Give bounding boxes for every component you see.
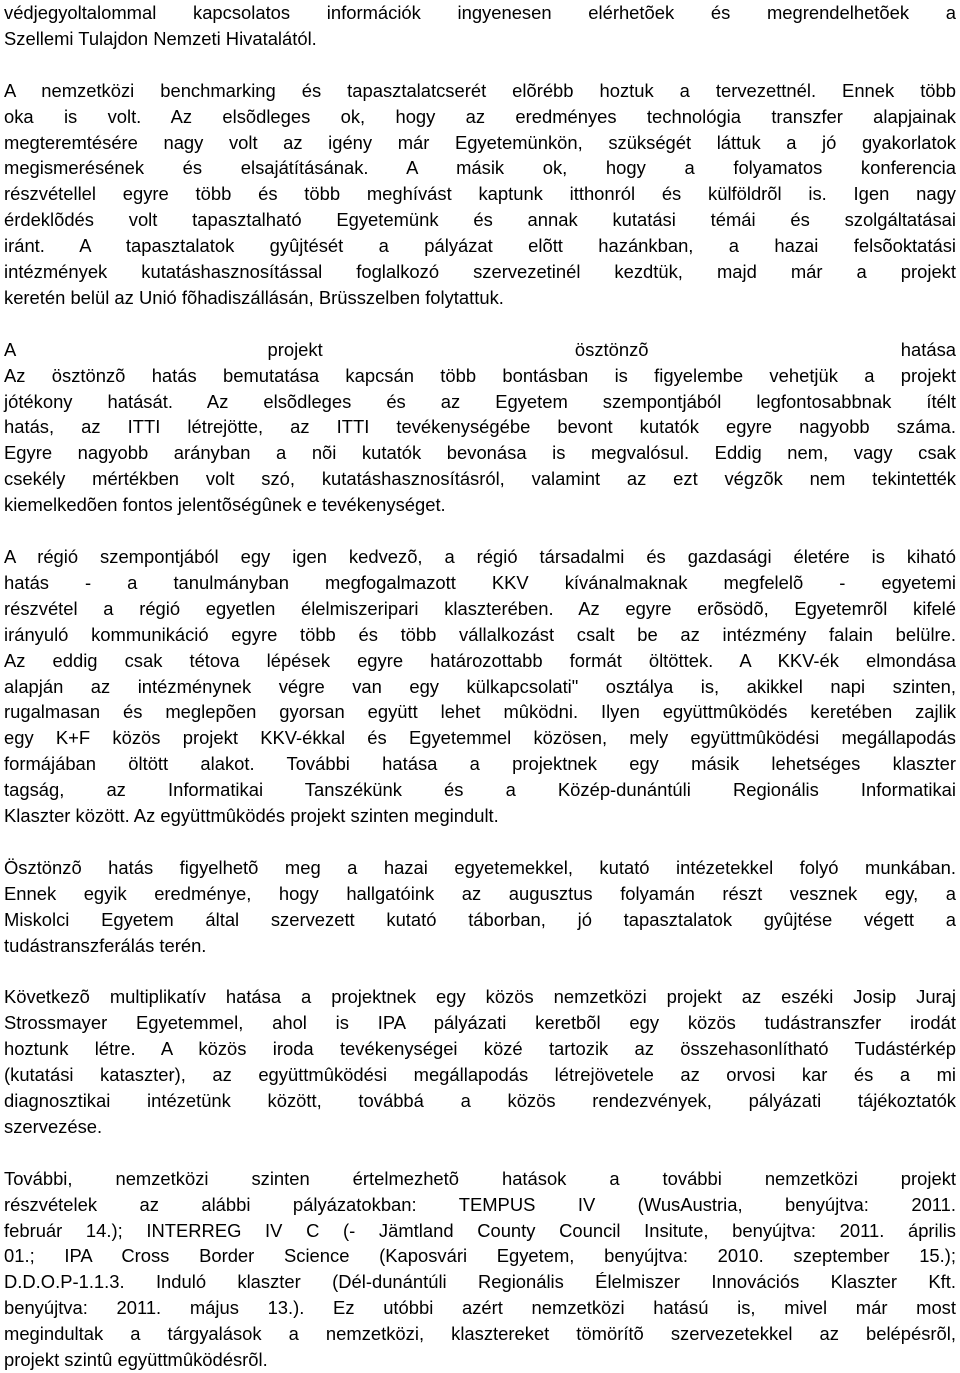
text-line: formájában öltött alakot. További hatása a projektnek egy másik lehetséges klaszter <box>4 753 956 775</box>
text-line: megismerésének és elsajátításának. A másik ok, hogy a folyamatos konferencia <box>4 157 956 179</box>
text-line: megindultak a tárgyalások a nemzetközi, klasztereket tömörítõ szervezetekkel az belépésrõl, <box>4 1323 956 1345</box>
paragraph <box>4 0 956 52</box>
text-line: 01.; IPA Cross Border Science (Kaposvári Egyetem, benyújtva: 2010. szeptember 15.); <box>4 1245 956 1267</box>
text-line: Klaszter között. Az együttmûködés projekt szinten megindult. <box>4 805 499 827</box>
text-line: február 14.); INTERREG IV C (- Jämtland County Council Insitute, benyújtva: 2011. április <box>4 1219 956 1241</box>
paragraph <box>4 1166 956 1373</box>
text-line: kiemelkedõen fontos jelentõségûnek e tevékenységet. <box>4 494 446 516</box>
text-line: Ennek egyik eredménye, hogy hallgatóink az augusztus folyamán részt vesznek egy, a <box>4 882 956 904</box>
text-line: csekély mértékben volt szó, kutatáshasznosításról, valamint az ezt végzõk nem tekintették <box>4 468 956 490</box>
text-line: Egyre nagyobb arányban a nõi kutatók bevonása is megvalósul. Eddig nem, vagy csak <box>4 442 956 464</box>
text-line: Az eddig csak tétova lépések egyre határozottabb formát öltöttek. A KKV-ék elmondása <box>4 649 956 671</box>
text-line: iránt. A tapasztalatok gyûjtését a pályázat elõtt hazánkban, a hazai felsõoktatási <box>4 235 956 257</box>
text-line: A régió szempontjából egy igen kedvezõ, a régió társadalmi és gazdasági életére is kiható <box>4 545 956 567</box>
paragraph <box>4 337 956 518</box>
text-line: részvétel a régió egyetlen élelmiszeripari klaszterében. Az egyre erõsödõ, Egyetemrõl kifelé <box>4 597 956 619</box>
text-line: részvétellel egyre több és több meghívást kaptunk itthonról és külföldrõl is. Igen nagy <box>4 183 956 205</box>
text-line: Strossmayer Egyetemmel, ahol is IPA pályázati keretbõl egy közös tudástranszfer irodát <box>4 1012 956 1034</box>
text-line: hoztunk létre. A közös iroda tevékenységei közé tartozik az összehasonlítható Tudástérkép <box>4 1038 956 1060</box>
text-line: Következõ multiplikatív hatása a projektnek egy közös nemzetközi projekt az eszéki Josip Juraj <box>4 986 956 1008</box>
text-line: tudástranszferálás terén. <box>4 934 207 956</box>
text-line: alapján az intézménynek végre van egy külkapcsolati" osztálya is, akikkel napi szinten, <box>4 675 956 697</box>
text-line: részvételek az alábbi pályázatokban: TEMPUS IV (WusAustria, benyújtva: 2011. <box>4 1193 956 1215</box>
text-line: szervezése. <box>4 1115 103 1137</box>
text-line: hatás - a tanulmányban megfogalmazott KKV kívánalmaknak megfelelõ - egyetemi <box>4 571 956 593</box>
text-line: A projekt ösztönzõ hatása <box>4 338 956 360</box>
text-line: benyújtva: 2011. május 13.). Ez utóbbi azért nemzetközi hatású is, mivel már most <box>4 1297 956 1319</box>
paragraph <box>4 984 956 1139</box>
text-line: védjegyoltalommal kapcsolatos információk ingyenesen elérhetõek és megrendelhetõek a <box>4 2 956 23</box>
paragraph <box>4 855 956 959</box>
text-line: projekt szintû együttmûködésrõl. <box>4 1349 268 1371</box>
text-line: D.D.O.P-1.1.3. Induló klaszter (Dél-dunántúli Regionális Élelmiszer Innovációs Klaszter Kft. <box>4 1271 956 1293</box>
text-line: További, nemzetközi szinten értelmezhetõ hatások a további nemzetközi projekt <box>4 1167 956 1189</box>
text-line: megteremtésére nagy volt az igény már Egyetemünkön, szükségét láttuk a jó gyakorlatok <box>4 131 956 153</box>
text-line: irányuló kommunikáció egyre több és több vállalkozást csalt be az intézmény falain belülre. <box>4 623 956 645</box>
text-line: érdeklõdés volt tapasztalható Egyetemünk és annak kutatási témái és szolgáltatásai <box>4 209 956 231</box>
paragraph <box>4 78 956 311</box>
text-line: oka is volt. Az elsõdleges ok, hogy az eredményes technológia transzfer alapjainak <box>4 105 956 127</box>
paragraph <box>4 544 956 829</box>
text-line: hatás, az ITTI létrejötte, az ITTI tevékenységébe bevont kutatók egyre nagyobb száma. <box>4 416 956 438</box>
text-line: egy K+F közös projekt KKV-ékkal és Egyetemmel közösen, mely együttmûködési megállapodás <box>4 727 956 749</box>
text-line: Ösztönzõ hatás figyelhetõ meg a hazai egyetemekkel, kutató intézetekkel folyó munkában. <box>4 856 956 878</box>
text-line: rugalmasan és meglepõen gyorsan együtt lehet mûködni. Ilyen együttmûködés keretében zajlik <box>4 701 956 723</box>
text-line: Szellemi Tulajdon Nemzeti Hivatalától. <box>4 27 317 49</box>
text-line: jótékony hatását. Az elsõdleges és az Egyetem szempontjából legfontosabbnak ítélt <box>4 390 956 412</box>
text-line: Az ösztönzõ hatás bemutatása kapcsán több bontásban is figyelembe vehetjük a projekt <box>4 364 956 386</box>
text-line: A nemzetközi benchmarking és tapasztalatcserét elõrébb hoztuk a tervezettnél. Ennek több <box>4 79 956 101</box>
text-line: keretén belül az Unió fõhadiszállásán, Brüsszelben folytattuk. <box>4 286 504 308</box>
text-line: intézmények kutatáshasznosítással foglalkozó szervezetinél kezdtük, majd már a projekt <box>4 261 956 283</box>
text-line: (kutatási kataszter), az együttmûködési megállapodás létrejövetele az orvosi kar és a mi <box>4 1064 956 1086</box>
text-line: tagság, az Informatikai Tanszékünk és a Közép-dunántúli Regionális Informatikai <box>4 779 956 801</box>
text-line: Miskolci Egyetem által szervezett kutató táborban, jó tapasztalatok gyûjtése végett a <box>4 908 956 930</box>
text-line: diagnosztikai intézetünk között, továbbá a közös rendezvények, pályázati tájékoztatók <box>4 1089 956 1111</box>
